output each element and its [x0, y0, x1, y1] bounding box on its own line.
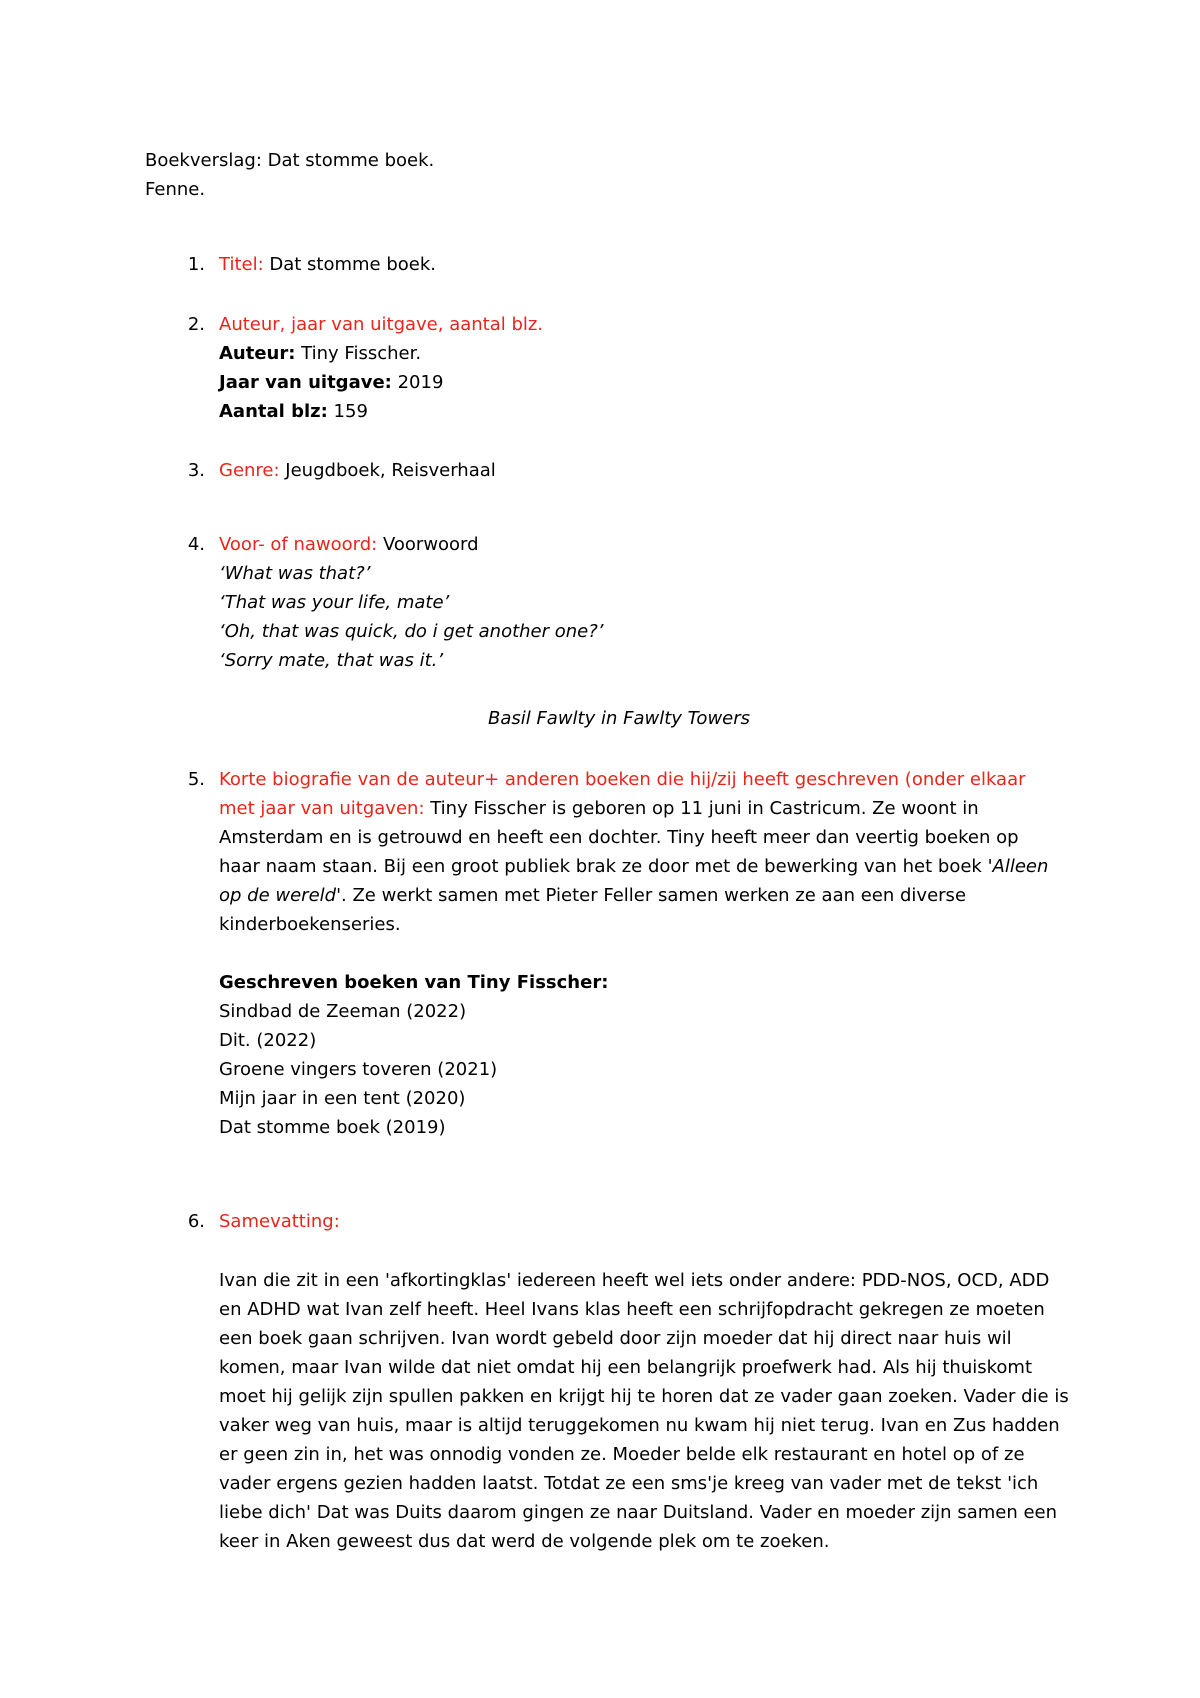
- genre-label: Genre:: [219, 460, 280, 481]
- book-item: Dit. (2022): [219, 1030, 317, 1051]
- author-key: Auteur:: [219, 343, 296, 364]
- section-title: [219, 250, 436, 279]
- year-value: 2019: [391, 372, 444, 393]
- quote-line-4: ‘Sorry mate, that was it.’: [219, 650, 444, 671]
- summary-line: Ivan die zit in een 'afkortingklas' iedereen heeft wel iets onder andere: PDD-NOS, OCD, ADD: [219, 1270, 1050, 1291]
- bio-book-title-part-1: Alleen: [992, 856, 1049, 877]
- summary-line: komen, maar Ivan wilde dat niet omdat hij een belangrijk proefwerk had. Als hij thuiskomt: [219, 1357, 1033, 1378]
- summary-line: vader ergens gezien hadden laatst. Totdat ze een sms'je kreeg van vader met de tekst 'ich: [219, 1473, 1039, 1494]
- bio-line-5: [219, 881, 966, 910]
- summary-line: en ADHD wat Ivan zelf heeft. Heel Ivans klas heeft een schrijfopdracht gekregen ze moeten: [219, 1299, 1045, 1320]
- bio-label-line-2: met jaar van uitgaven:: [219, 798, 425, 819]
- item-number-1: 1.: [187, 254, 205, 275]
- section-title-label: Titel:: [219, 254, 264, 275]
- section-title-value: Dat stomme boek.: [263, 254, 437, 275]
- book-item: Sindbad de Zeeman (2022): [219, 1001, 467, 1022]
- books-heading: Geschreven boeken van Tiny Fisscher:: [219, 972, 609, 993]
- year-key: Jaar van uitgave:: [219, 372, 392, 393]
- pages-value: 159: [327, 401, 368, 422]
- genre-value: Jeugdboek, Reisverhaal: [279, 460, 496, 481]
- quote-line-2: ‘That was your life, mate’: [219, 592, 450, 613]
- section-genre: [219, 456, 496, 485]
- summary-line: keer in Aken geweest dus dat werd de volgende plek om te zoeken.: [219, 1531, 830, 1552]
- summary-line: moet hij gelijk zijn spullen pakken en krijgt hij te horen dat ze vader gaan zoeken. Vader die is: [219, 1386, 1069, 1407]
- item-number-5: 5.: [187, 769, 205, 790]
- item-number-2: 2.: [187, 314, 205, 335]
- foreword-value: Voorwoord: [377, 534, 479, 555]
- bio-line-2-text: Tiny Fisscher is geboren op 11 juni in Castricum. Ze woont in: [424, 798, 979, 819]
- year-row: [219, 368, 443, 397]
- author-row: [219, 339, 421, 368]
- section-author-label: Auteur, jaar van uitgave, aantal blz.: [219, 314, 544, 335]
- bio-label-line-1: Korte biografie van de auteur+ anderen boeken die hij/zij heeft geschreven (onder elkaar: [219, 769, 1026, 790]
- quote-line-3: ‘Oh, that was quick, do i get another one?’: [219, 621, 604, 642]
- quote-attribution: Basil Fawlty in Fawlty Towers: [487, 708, 751, 729]
- summary-label: Samevatting:: [219, 1211, 340, 1232]
- pages-row: [219, 397, 368, 426]
- summary-line: vaker weg van huis, maar is altijd teruggekomen nu kwam hij niet terug. Ivan en Zus hadden: [219, 1415, 1060, 1436]
- item-number-4: 4.: [187, 534, 205, 555]
- book-item: Groene vingers toveren (2021): [219, 1059, 498, 1080]
- book-item: Mijn jaar in een tent (2020): [219, 1088, 466, 1109]
- summary-line: een boek gaan schrijven. Ivan wordt gebeld door zijn moeder dat hij direct naar huis wil: [219, 1328, 1012, 1349]
- bio-line-5-text: . Ze werkt samen met Pieter Feller samen werken ze aan een diverse: [341, 885, 967, 906]
- foreword-label: Voor- of nawoord:: [219, 534, 378, 555]
- bio-line-4-text: haar naam staan. Bij een groot publiek brak ze door met de bewerking van het boek ': [219, 856, 993, 877]
- bio-line-4: [219, 852, 1048, 881]
- item-number-6: 6.: [187, 1211, 205, 1232]
- bio-line-6: kinderboekenseries.: [219, 914, 401, 935]
- author-value: Tiny Fisscher.: [295, 343, 422, 364]
- bio-line-2: [219, 794, 979, 823]
- summary-line: liebe dich' Dat was Duits daarom gingen ze naar Duitsland. Vader en moeder zijn samen een: [219, 1502, 1058, 1523]
- quote-line-1: ‘What was that?’: [219, 563, 371, 584]
- bio-book-title-part-2: op de wereld': [219, 885, 342, 906]
- bio-line-3: Amsterdam en is getrouwd en heeft een dochter. Tiny heeft meer dan veertig boeken op: [219, 827, 1019, 848]
- document-title: Boekverslag: Dat stomme boek.: [145, 150, 435, 171]
- book-item: Dat stomme boek (2019): [219, 1117, 446, 1138]
- section-foreword: [219, 530, 479, 559]
- document-author: Fenne.: [145, 179, 206, 200]
- pages-key: Aantal blz:: [219, 401, 328, 422]
- summary-line: er geen zin in, het was onnodig vonden ze. Moeder belde elk restaurant en hotel op of ze: [219, 1444, 1025, 1465]
- item-number-3: 3.: [187, 460, 205, 481]
